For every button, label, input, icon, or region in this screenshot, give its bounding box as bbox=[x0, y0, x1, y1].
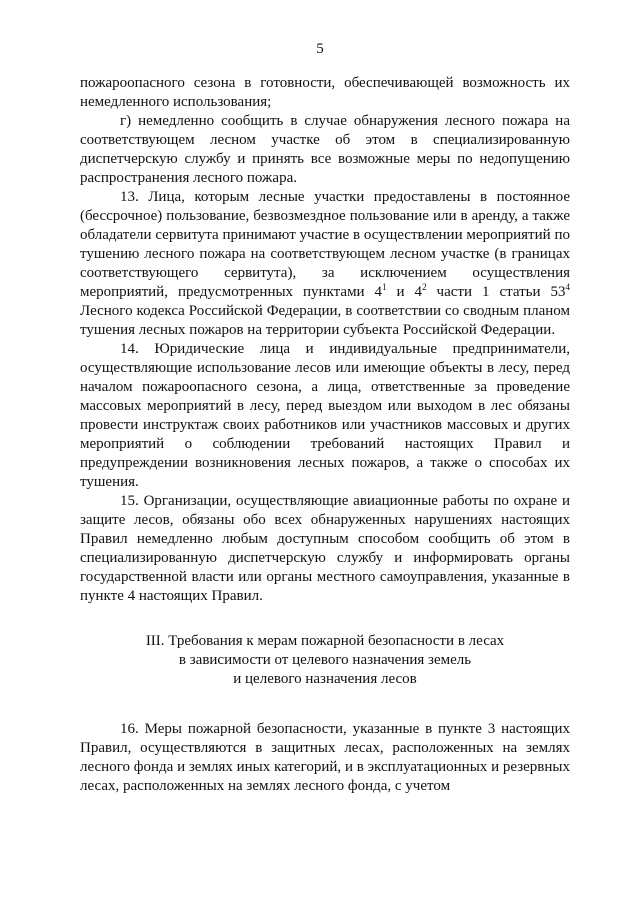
paragraph-14: 14. Юридические лица и индивидуальные предприниматели, осуществляющие использование лесов или имеющие объекты в лесу, перед началом пожароопасного сезона, а лица, ответственные за проведение массовых мероприятий в лесу, перед выездом или выходом в лес обязаны провести инструктаж своих работников или участников массовых и других мероприятий о соблюдении требований настоящих Правил и предупреждении возникновения лесных пожаров, а также о способах их тушения. bbox=[80, 341, 570, 490]
superscript-2: 2 bbox=[422, 282, 427, 292]
paragraph-13-text-c: части 1 статьи 53 bbox=[426, 284, 566, 300]
page-number: 5 bbox=[316, 41, 324, 57]
superscript-4: 4 bbox=[565, 282, 571, 292]
paragraph-13-text-b: и 4 bbox=[386, 284, 423, 300]
paragraph-15: 15. Организации, осуществляющие авиационные работы по охране и защите лесов, обязаны обо всех обнаруженных нарушениях настоящих Правил немедленно любым доступным способом сообщить об этом в специализированную диспетчерскую службу и информировать органы государственной власти или органы местного самоуправления, указанные в пункте 4 настоящих Правил. bbox=[80, 493, 570, 604]
section-heading-line-1: III. Требования к мерам пожарной безопасности в лесах bbox=[145, 633, 505, 649]
paragraph-13 bbox=[80, 188, 570, 340]
paragraph-13-text-d: Лесного кодекса Российской Федерации, в соответствии со сводным планом тушения лесных пожаров на территории субъекта Российской Федерации. bbox=[80, 303, 570, 338]
paragraph-13-text-a: 13. Лица, которым лесные участки предоставлены в постоянное (бессрочное) пользование, безвозмездное пользование или в аренду, а также обладатели сервитута принимают участие в осуществлении мероприятий по тушению лесного пожара на соответствующем лесном участке (в границах соответствующего сервитута), за исключением осуществления мероприятий, предусмотренных пунктами 4 bbox=[80, 189, 570, 300]
section-heading-line-3: и целевого назначения лесов bbox=[233, 671, 417, 687]
superscript-1: 1 bbox=[382, 282, 387, 292]
section-heading bbox=[80, 632, 570, 689]
paragraph-continuation: пожароопасного сезона в готовности, обеспечивающей возможность их немедленного использования; bbox=[80, 75, 570, 110]
paragraph-16: 16. Меры пожарной безопасности, указанные в пункте 3 настоящих Правил, осуществляются в защитных лесах, расположенных на землях лесного фонда и землях иных категорий, и в эксплуатационных и резервных лесах, расположенных на землях лесного фонда, с учетом bbox=[80, 721, 570, 794]
paragraph-item-g: г) немедленно сообщить в случае обнаружения лесного пожара на соответствующем лесном участке об этом в специализированную диспетчерскую службу и принять все возможные меры по недопущению распространения лесного пожара. bbox=[80, 113, 570, 186]
document-body bbox=[80, 74, 570, 796]
section-heading-line-2: в зависимости от целевого назначения земель bbox=[178, 652, 472, 668]
